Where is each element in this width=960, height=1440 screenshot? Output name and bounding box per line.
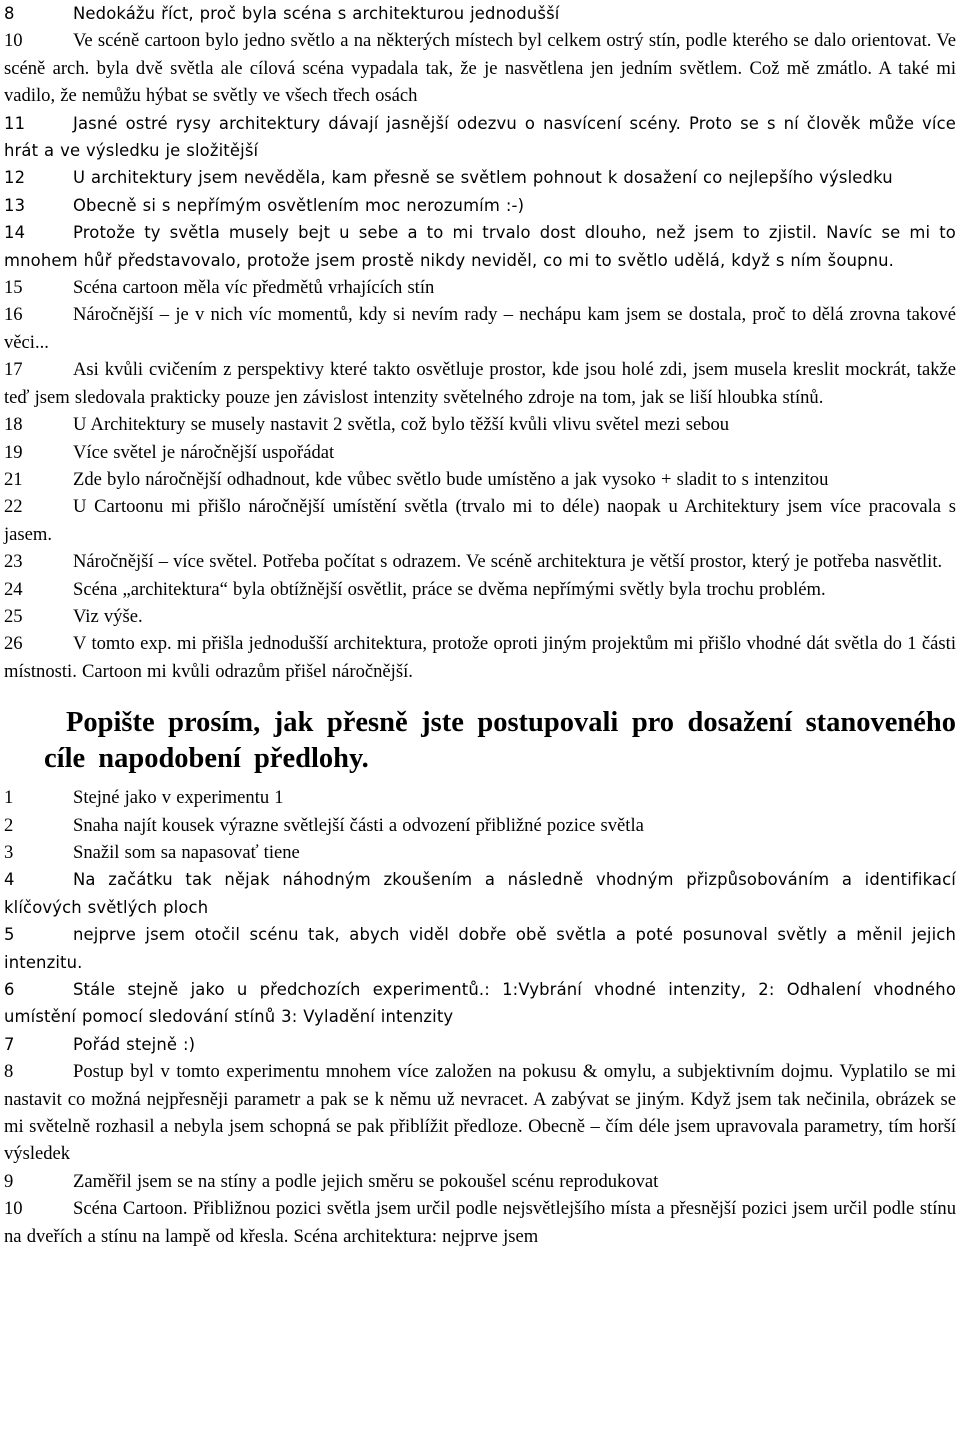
- answer-entry: [4, 411, 956, 438]
- answer-text: Pořád stejně :): [73, 1034, 196, 1054]
- answer-entry: [4, 164, 956, 191]
- answer-text: V tomto exp. mi přišla jednodušší architektura, protože oproti jiným projektům mi přišlo vhodné dát světla do 1 části místnosti. Cartoon mi kvůli odrazům přišel náročnější.: [4, 633, 956, 682]
- answer-text: nejprve jsem otočil scénu tak, abych viděl dobře obě světla a poté posunoval světly a měnil jejich intenzitu.: [4, 925, 956, 972]
- answer-entry: [4, 576, 956, 603]
- answer-text: Více světel je náročnější uspořádat: [73, 441, 335, 463]
- answer-number: 11: [4, 113, 26, 133]
- answer-entry: [4, 866, 956, 921]
- answer-text: Náročnější – je v nich víc momentů, kdy si nevím rady – nechápu kam jsem se dostala, proč to dělá zrovna takové věci...: [4, 304, 956, 353]
- answer-number: 10: [4, 30, 23, 52]
- answer-number: 14: [4, 223, 26, 243]
- answer-number: 22: [4, 496, 23, 518]
- answer-entry: [4, 493, 956, 548]
- answer-number: 2: [4, 814, 14, 836]
- answer-entry: [4, 219, 956, 274]
- answer-text: Scéna cartoon měla víc předmětů vrhajících stín: [73, 277, 435, 299]
- answer-text: Stejné jako v experimentu 1: [73, 787, 284, 809]
- answer-text: Na začátku tak nějak náhodným zkoušením a následně vhodným přizpůsobováním a identifikací klíčových světlých ploch: [4, 870, 956, 917]
- answer-entry: [4, 356, 956, 411]
- answer-entry: [4, 784, 956, 811]
- answer-entry: [4, 921, 956, 976]
- answer-entry: [4, 630, 956, 685]
- answer-entry: [4, 439, 956, 466]
- answer-entry: [4, 548, 956, 575]
- section-title: Popište prosím, jak přesně jste postupovali pro dosažení stanoveného cíle napodobení předlohy.: [44, 707, 956, 775]
- answer-number: 24: [4, 578, 23, 600]
- answer-text: Obecně si s nepřímým osvětlením moc nerozumím :-): [73, 195, 525, 215]
- answer-entry: [4, 27, 956, 109]
- answer-number: 23: [4, 551, 23, 573]
- answer-entry: [4, 1168, 956, 1195]
- answer-entry: [4, 466, 956, 493]
- answer-number: 25: [4, 605, 23, 627]
- section-number: [4, 705, 66, 741]
- answer-text: Snažil som sa napasovať tiene: [73, 841, 300, 863]
- answer-text: Asi kvůli cvičením z perspektivy které takto osvětluje prostor, kde jsou holé zdi, jsem musela kreslit mockrát, takže teď jsem sledovala prakticky pouze jen závislost intenzity světelného zdroje na tom, jak se liší hloubka stínů.: [4, 359, 956, 408]
- answer-text: Viz výše.: [73, 605, 143, 627]
- answer-number: 9: [4, 1170, 14, 1192]
- answer-text: Zaměřil jsem se na stíny a podle jejich směru se pokoušel scénu reprodukovat: [73, 1170, 659, 1192]
- answer-text: Scéna Cartoon. Přibližnou pozici světla jsem určil podle nejsvětlejšího místa a přesnější pozici jsem určil podle stínu na dveřích a stínu na lampě od křesla. Scéna architektura: nejprve jsem: [4, 1198, 956, 1247]
- answer-number: 1: [4, 787, 14, 809]
- answer-number: 5: [4, 925, 15, 945]
- answer-number: 3: [4, 841, 14, 863]
- answer-text: Nedokážu říct, proč byla scéna s architekturou jednodušší: [73, 4, 560, 23]
- answer-text: Jasné ostré rysy architektury dávají jasnější odezvu o nasvícení scény. Proto se s ní člověk může více hrát a ve výsledku je složitější: [4, 113, 956, 161]
- answer-entry: [4, 1031, 956, 1058]
- answer-number: 4: [4, 870, 15, 890]
- answer-text: Scéna „architektura“ byla obtížnější osvětlit, práce se dvěma nepřímými světly byla trochu problém.: [73, 578, 826, 600]
- answer-text: Zde bylo náročnější odhadnout, kde vůbec světlo bude umístěno a jak vysoko + sladit to s intenzitou: [73, 468, 829, 490]
- answer-number: 8: [4, 4, 15, 23]
- answer-text: U Cartoonu mi přišlo náročnější umístění světla (trvalo mi to déle) naopak u Architektury jsem více pracovala s jasem.: [4, 496, 956, 545]
- answer-entry: [4, 192, 956, 219]
- answer-number: 10: [4, 1198, 23, 1220]
- answer-text: Ve scéně cartoon bylo jedno světlo a na některých místech byl celkem ostrý stín, podle kterého se dalo orientovat. Ve scéně arch. byla dvě světla ale cílová scéna vypadala tak, že je nasvětlena jen jedním světlem. Což mě zmátlo. A také mi vadilo, že nemůžu hýbat se světly ve všech třech osách: [4, 30, 956, 107]
- answer-number: 21: [4, 468, 23, 490]
- answer-number: 8: [4, 1061, 14, 1083]
- answer-number: 17: [4, 359, 23, 381]
- answer-list-section-3-3: [4, 784, 956, 1250]
- answer-number: 18: [4, 414, 23, 436]
- answer-number: 12: [4, 168, 26, 188]
- answer-entry: [4, 1195, 956, 1250]
- answer-number: 19: [4, 441, 23, 463]
- answer-text: Náročnější – více světel. Potřeba počítat s odrazem. Ve scéně architektura je větší prostor, který je potřeba nasvětlit.: [73, 551, 943, 573]
- answer-number: 13: [4, 195, 26, 215]
- answer-entry: [4, 603, 956, 630]
- answer-entry: [4, 0, 956, 27]
- answer-entry: [4, 301, 956, 356]
- answer-list-previous-question: [4, 0, 956, 685]
- answer-entry: [4, 839, 956, 866]
- answer-entry: [4, 110, 956, 165]
- answer-entry: [4, 812, 956, 839]
- answer-entry: [4, 1058, 956, 1168]
- answer-entry: [4, 976, 956, 1031]
- answer-number: 15: [4, 277, 23, 299]
- answer-number: 26: [4, 633, 23, 655]
- answer-text: Postup byl v tomto experimentu mnohem více založen na pokusu & omylu, a subjektivním dojmu. Vyplatilo se mi nastavit co možná nejpřesněji parametr a pak se k němu už nevracet. A zabývat se jiným. Když jsem tak nečinila, obrázek se mi světelně rozhasil a nebyla jsem schopná se pak přiblížit předloze. Obecně – čím déle jsem upravovala parametry, tím horší výsledek: [4, 1061, 956, 1165]
- answer-text: U architektury jsem nevěděla, kam přesně se světlem pohnout k dosažení co nejlepšího výsledku: [73, 168, 893, 188]
- answer-number: 6: [4, 980, 15, 999]
- answer-text: Snaha najít kousek výrazne světlejší části a odvození přibližné pozice světla: [73, 814, 644, 836]
- answer-entry: [4, 274, 956, 301]
- document-page: [4, 0, 956, 1250]
- answer-text: U Architektury se musely nastavit 2 světla, což bylo těžší kvůli vlivu světel mezi sebou: [73, 414, 730, 436]
- section-heading: [4, 705, 956, 777]
- answer-text: Stále stejně jako u předchozích experimentů.: 1:Vybrání vhodné intenzity, 2: Odhalení vhodného umístění pomocí sledování stínů 3: Vyladění intenzity: [4, 980, 956, 1027]
- answer-text: Protože ty světla musely bejt u sebe a to mi trvalo dost dlouho, než jsem to zjistil. Navíc se mi to mnohem hůř představovalo, protože jsem prostě nikdy neviděl, co mi to světlo udělá, když s ním šoupnu.: [4, 223, 956, 270]
- answer-number: 7: [4, 1034, 15, 1054]
- answer-number: 16: [4, 304, 23, 326]
